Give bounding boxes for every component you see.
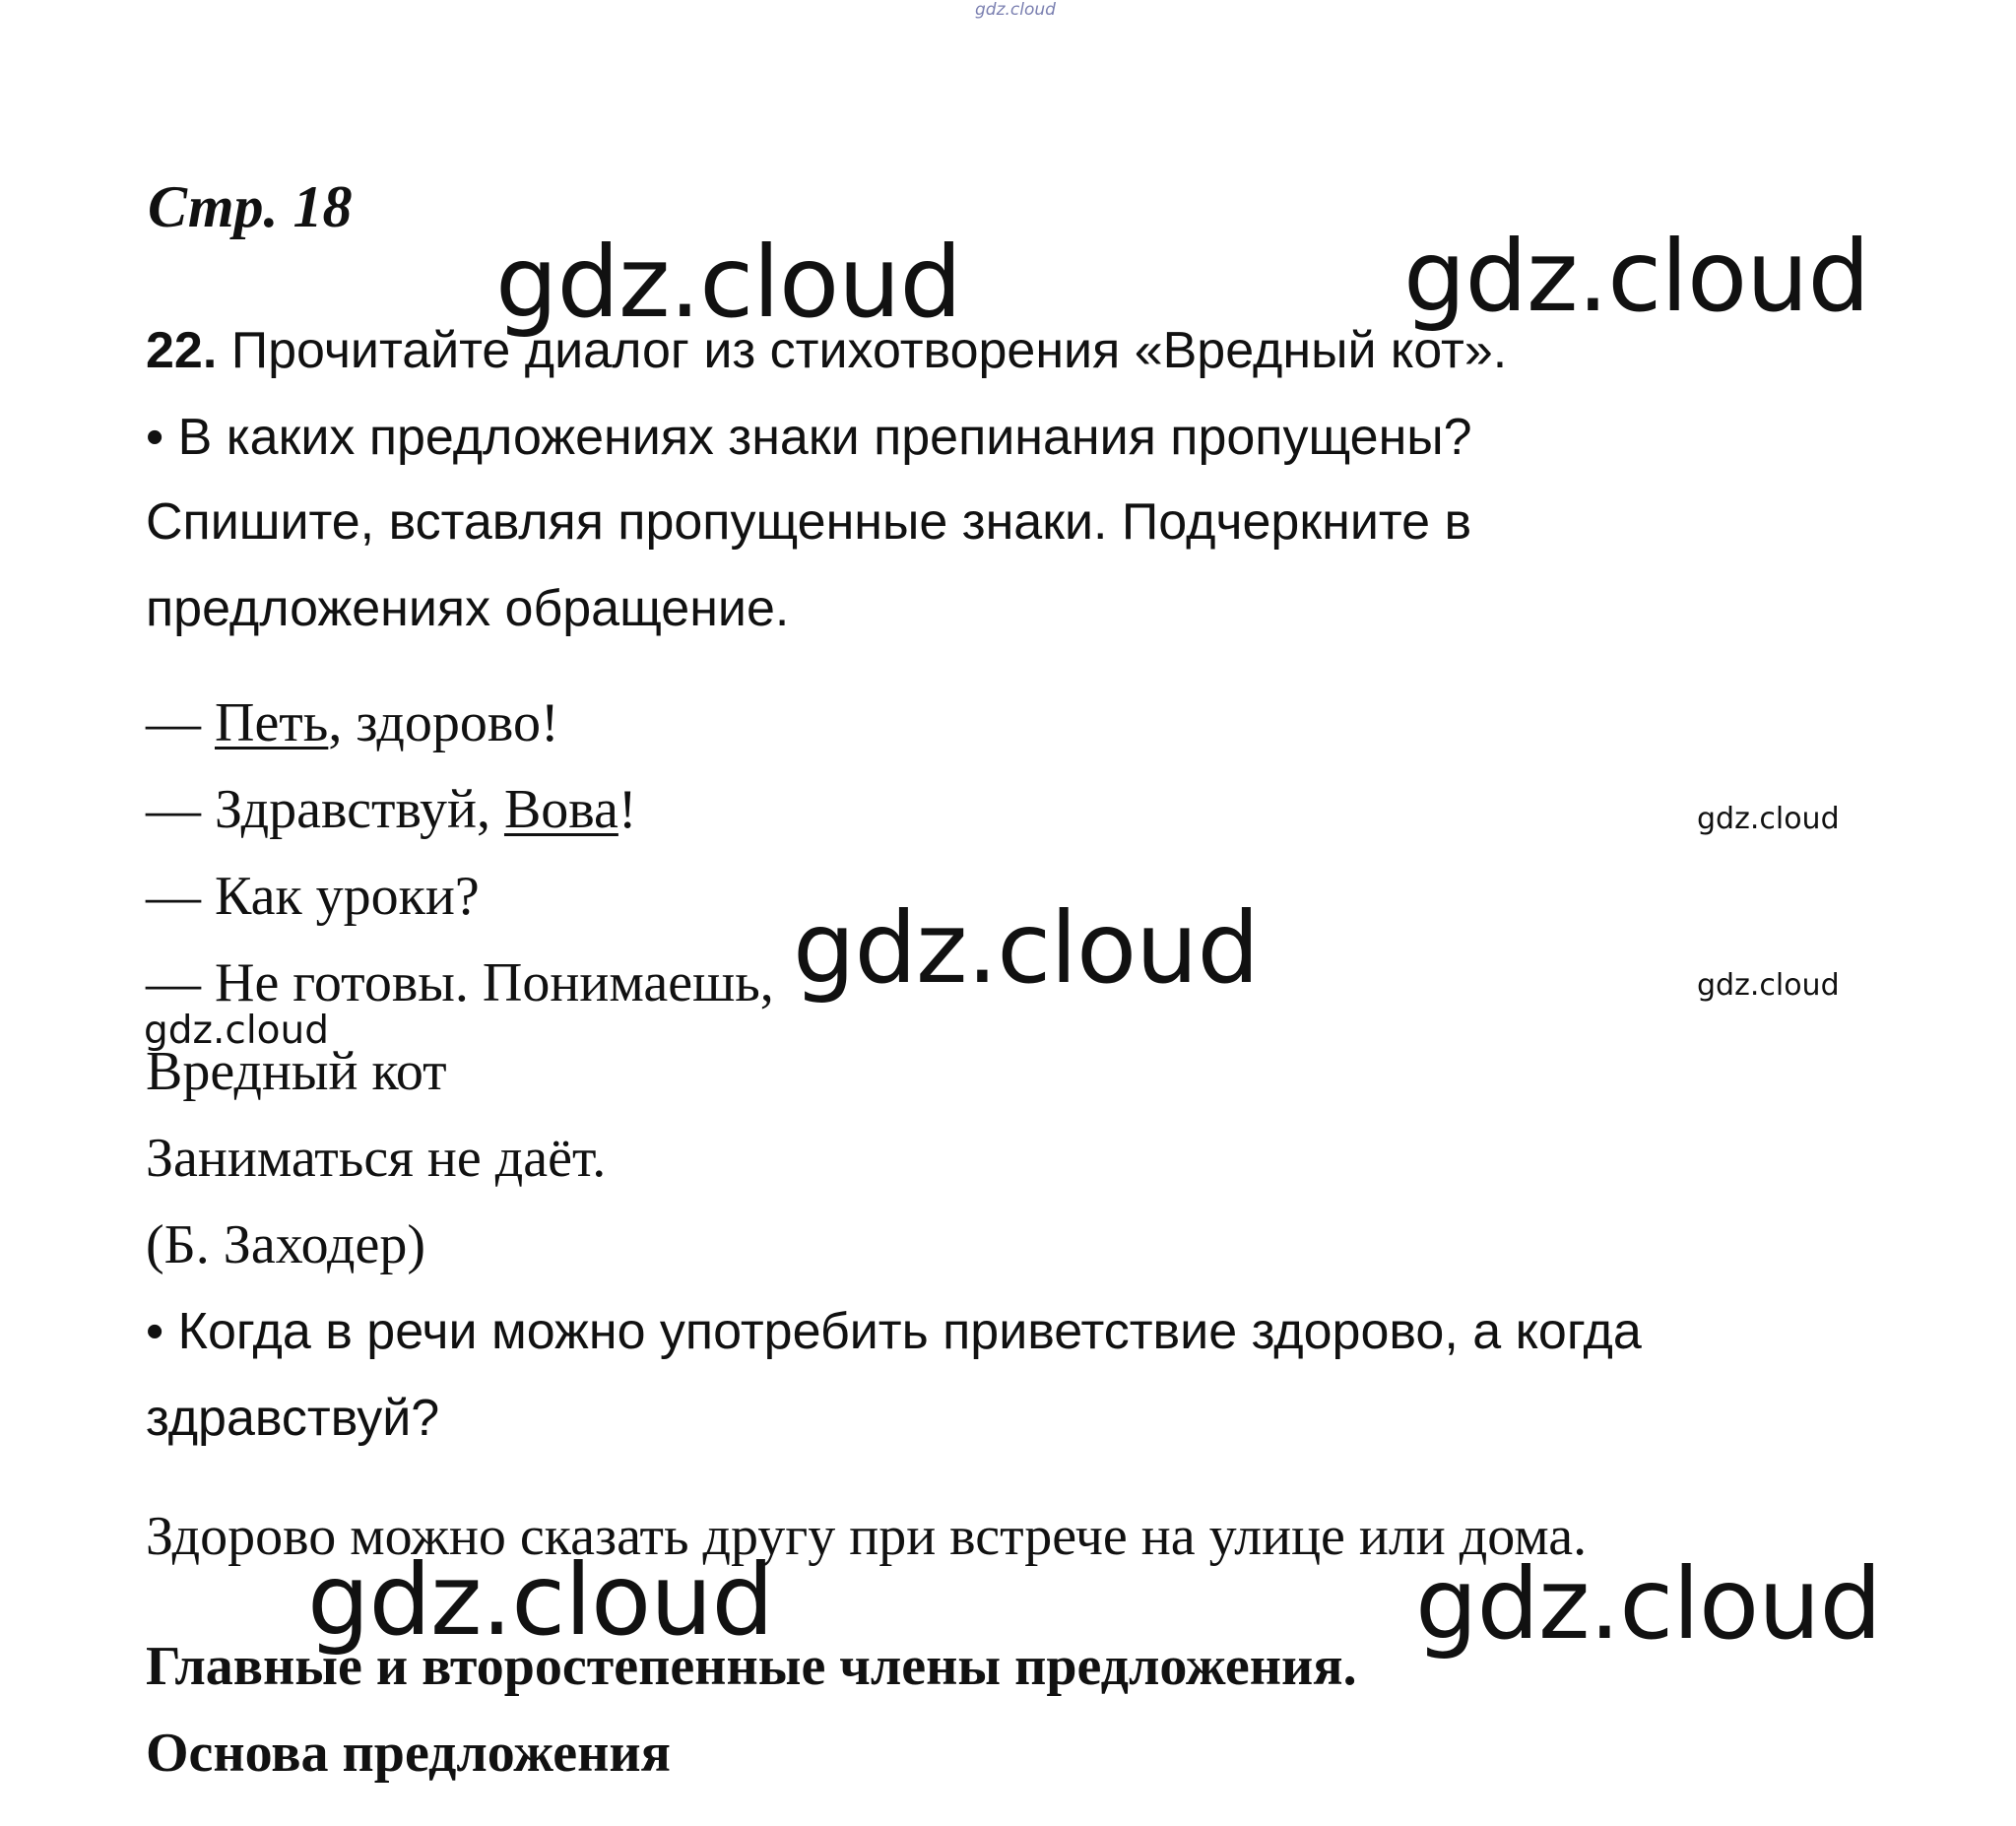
address-underlined-1: Петь bbox=[215, 692, 329, 753]
section-heading-line-2: Основа предложения bbox=[146, 1723, 671, 1784]
dialogue-text: ! bbox=[618, 779, 637, 840]
dialogue-line-2 bbox=[146, 778, 637, 841]
watermark-small: gdz.cloud bbox=[1697, 968, 1840, 1003]
section-heading-line-1: Главные и второстепенные члены предложения. bbox=[146, 1636, 1357, 1697]
watermark-large: gdz.cloud bbox=[1415, 1546, 1882, 1662]
watermark-large: gdz.cloud bbox=[1403, 219, 1870, 334]
dialogue-text: , здорово! bbox=[328, 692, 559, 753]
task-line-4: предложениях обращение. bbox=[146, 580, 790, 637]
dialogue-line-3: — Как уроки? bbox=[146, 866, 480, 927]
watermark-top: gdz.cloud bbox=[975, 0, 1056, 20]
dialogue-line-1 bbox=[146, 691, 559, 754]
task-text-1: Прочитайте диалог из стихотворения «Вредный кот». bbox=[230, 322, 1508, 379]
poem-author: (Б. Заходер) bbox=[146, 1214, 425, 1275]
watermark-large: gdz.cloud bbox=[307, 1542, 774, 1658]
dash: — bbox=[146, 692, 215, 753]
question-2-line-2: здравствуй? bbox=[146, 1390, 440, 1447]
dialogue-line-5: Вредный кот bbox=[146, 1041, 447, 1102]
task-line-2: • В каких предложениях знаки препинания пропущены? bbox=[146, 409, 1472, 466]
question-2-line-1: • Когда в речи можно употребить приветствие здорово, а когда bbox=[146, 1303, 1642, 1360]
watermark-small: gdz.cloud bbox=[1697, 802, 1840, 836]
dialogue-line-4: — Не готовы. Понимаешь, bbox=[146, 952, 774, 1013]
dialogue-line-6: Заниматься не даёт. bbox=[146, 1128, 607, 1189]
watermark-small: gdz.cloud bbox=[144, 1009, 329, 1053]
address-underlined-2: Вова bbox=[503, 779, 618, 840]
task-number: 22. bbox=[146, 322, 218, 379]
watermark-large: gdz.cloud bbox=[793, 890, 1260, 1006]
page-number: Стр. 18 bbox=[148, 174, 353, 239]
answer-text: Здорово можно сказать другу при встрече на улице или дома. bbox=[146, 1506, 1588, 1567]
watermark-large: gdz.cloud bbox=[495, 225, 962, 340]
task-line-3: Спишите, вставляя пропущенные знаки. Подчеркните в bbox=[146, 493, 1472, 551]
dialogue-text: — Здравствуй, bbox=[146, 779, 504, 840]
